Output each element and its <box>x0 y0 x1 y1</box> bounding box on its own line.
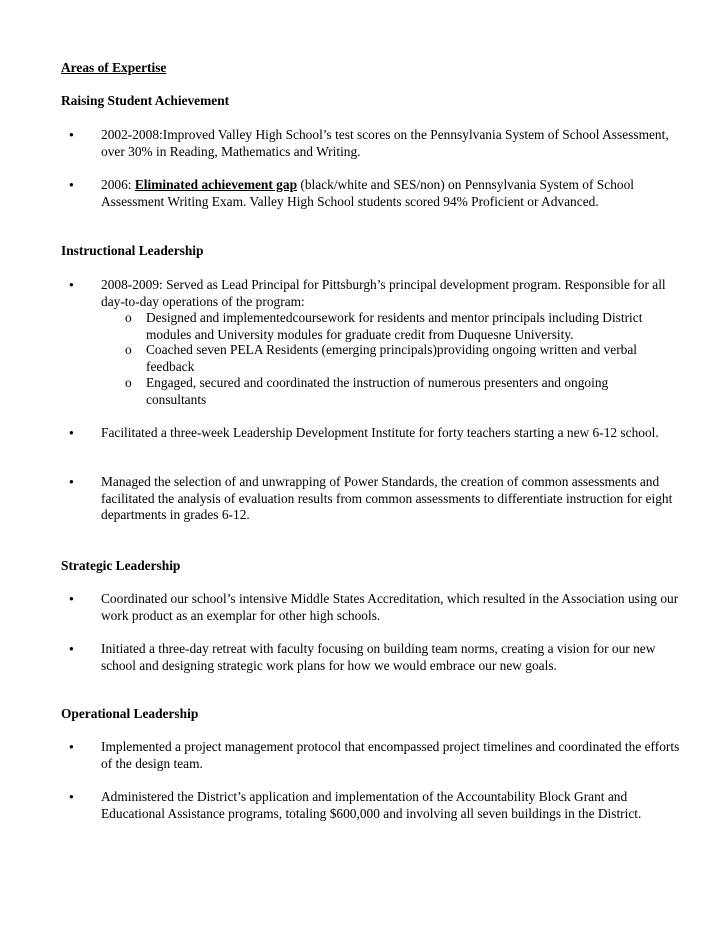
instructional-leadership-heading: Instructional Leadership <box>61 243 204 258</box>
instructional-sub-1: o Designed and implementedcoursework for residents and mentor principals including District modules and University modules for graduate credit from Duquesne University. <box>146 310 666 343</box>
eliminated-gap-emphasis: Eliminated achievement gap <box>134 177 298 192</box>
instructional-bullet-3: ● Managed the selection of and unwrapping of Power Standards, the creation of common assessments and facilitated the analysis of evaluation results from common assessments to differentiate instruction for eight departments in grades 6-12. <box>101 474 681 524</box>
operational-leadership-heading: Operational Leadership <box>61 706 199 721</box>
strategic-leadership-heading: Strategic Leadership <box>61 558 181 573</box>
raising-bullet-2-prefix: 2006: <box>101 177 135 192</box>
instructional-sub-3: o Engaged, secured and coordinated the instruction of numerous presenters and ongoing consultants <box>146 375 666 408</box>
raising-bullet-2 <box>101 177 681 210</box>
raising-bullet-1: ● 2002-2008:Improved Valley High School’s test scores on the Pennsylvania System of School Assessment, over 30% in Reading, Mathematics and Writing. <box>101 127 681 160</box>
strategic-bullet-2: ● Initiated a three-day retreat with faculty focusing on building team norms, creating a vision for our new school and designing strategic work plans for how we would embrace our new goals. <box>101 641 681 674</box>
areas-of-expertise-title: Areas of Expertise <box>61 60 167 75</box>
instructional-sub-2: o Coached seven PELA Residents (emerging principals)providing ongoing written and verbal feedback <box>146 342 666 375</box>
raising-achievement-heading: Raising Student Achievement <box>61 93 230 108</box>
instructional-bullet-2: ● Facilitated a three-week Leadership Development Institute for forty teachers starting a new 6-12 school. <box>101 425 681 442</box>
operational-bullet-2: ● Administered the District’s application and implementation of the Accountability Block Grant and Educational Assistance programs, totaling $600,000 and involving all seven buildings in the District. <box>101 789 681 822</box>
instructional-bullet-1: ● 2008-2009: Served as Lead Principal for Pittsburgh’s principal development program. Responsible for all day-to-day operations of the program: <box>101 277 681 310</box>
strategic-bullet-1: ● Coordinated our school’s intensive Middle States Accreditation, which resulted in the Association using our work product as an exemplar for other high schools. <box>101 591 681 624</box>
operational-bullet-1: ● Implemented a project management protocol that encompassed project timelines and coordinated the efforts of the design team. <box>101 739 681 772</box>
raising-bullet-2-rest: (black/white and SES/non) on Pennsylvania System of School Assessment Writing Exam. Valley High School students scored 94% Proficient or Advanced. <box>101 177 634 209</box>
